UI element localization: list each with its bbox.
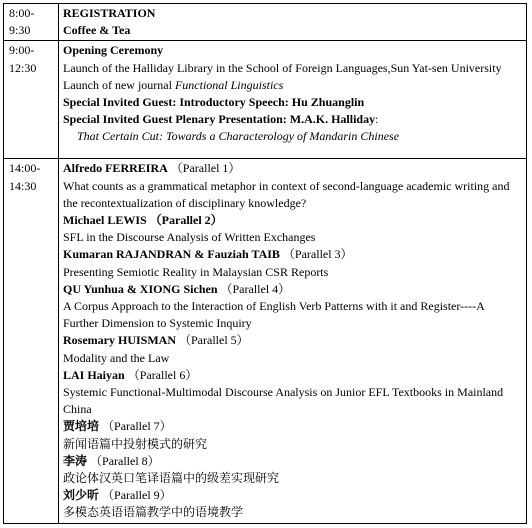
schedule-row xyxy=(4,41,527,159)
session-line xyxy=(63,350,522,367)
line-text: 刘少昕 xyxy=(63,488,100,503)
line-text: Modality and the Law xyxy=(63,350,170,365)
line-tail: （Parallel 1） xyxy=(167,161,241,176)
session-line xyxy=(63,246,522,263)
session-cell xyxy=(59,4,527,41)
session-line xyxy=(63,212,522,229)
session-line xyxy=(63,5,522,22)
session-line xyxy=(63,367,522,384)
session-line xyxy=(63,384,522,418)
session-line xyxy=(63,453,522,470)
session-line xyxy=(63,436,522,453)
time-text: 14:30 xyxy=(9,178,37,193)
time-cell xyxy=(4,41,59,159)
session-line xyxy=(63,470,522,487)
line-text: Presenting Semiotic Reality in Malaysian CSR Reports xyxy=(63,264,329,279)
line-text: Coffee & Tea xyxy=(63,23,131,38)
session-line xyxy=(63,229,522,246)
session-line xyxy=(63,504,522,521)
time-cell xyxy=(4,4,59,41)
time-text: 12:30 xyxy=(9,60,37,75)
session-line xyxy=(63,42,522,59)
time-cell xyxy=(4,159,59,523)
session-line xyxy=(63,332,522,349)
session-cell xyxy=(59,159,527,523)
line-tail: （Parallel 3） xyxy=(279,247,353,262)
session-line xyxy=(63,487,522,504)
session-cell xyxy=(59,41,527,159)
session-line xyxy=(63,22,522,39)
line-tail: Functional Linguistics xyxy=(174,77,284,92)
session-line xyxy=(63,178,522,212)
line-text: 贾培培 xyxy=(63,419,100,434)
line-text: Launch of new journal xyxy=(63,77,175,92)
line-tail: （Parallel 9） xyxy=(99,488,172,503)
line-text: Michael LEWIS xyxy=(63,213,147,228)
line-text: 政论体汉英口笔译语篇中的级差实现研究 xyxy=(63,471,280,486)
schedule-table xyxy=(3,3,527,524)
schedule-row xyxy=(4,4,527,41)
session-line xyxy=(63,128,522,145)
line-tail: （Parallel 6） xyxy=(124,367,198,382)
line-text: Opening Ceremony xyxy=(63,43,164,58)
session-line xyxy=(63,298,522,332)
line-text: A Corpus Approach to the Interaction of English Verb Patterns with it and Register----A Further Dimension to Systemic Inquiry xyxy=(63,299,485,331)
line-text: 新闻语篇中投射模式的研究 xyxy=(63,436,208,451)
line-tail: （Parallel 5） xyxy=(176,333,249,348)
line-text: QU Yunhua & XIONG Sichen xyxy=(63,281,218,296)
line-text: Systemic Functional-Multimodal Discourse Analysis on Junior EFL Textbooks in Mainland China xyxy=(63,385,504,417)
line-text: What counts as a grammatical metaphor in context of second-language academic writing and the recontextualization of disciplinary knowledge? xyxy=(63,178,510,210)
schedule-row xyxy=(4,159,527,523)
line-tail: : xyxy=(375,112,379,127)
line-tail: （Parallel 2） xyxy=(146,213,223,228)
line-text: REGISTRATION xyxy=(63,6,156,20)
session-line xyxy=(63,60,522,77)
session-line xyxy=(63,94,522,111)
line-tail: （Parallel 7） xyxy=(99,419,172,434)
line-text: That Certain Cut: Towards a Characterology of Mandarin Chinese xyxy=(77,129,400,144)
session-line xyxy=(63,264,522,281)
time-text: 9:30 xyxy=(9,23,31,38)
session-line xyxy=(63,418,522,435)
line-text: Rosemary HUISMAN xyxy=(63,333,176,348)
line-text: 多模态英语语篇教学中的语境教学 xyxy=(63,505,244,520)
line-text: Special Invited Guest: Introductory Speech: Hu Zhuanglin xyxy=(63,95,365,110)
line-text: SFL in the Discourse Analysis of Written Exchanges xyxy=(63,230,316,245)
time-text: 14:00- xyxy=(9,161,41,176)
line-tail: （Parallel 8） xyxy=(87,453,160,468)
session-line xyxy=(63,160,522,177)
line-text: 李涛 xyxy=(63,453,88,468)
line-tail: （Parallel 4） xyxy=(217,281,291,296)
session-line xyxy=(63,77,522,94)
line-text: Launch of the Halliday Library in the School of Foreign Languages,Sun Yat-sen University xyxy=(63,60,502,75)
time-text: 9:00- xyxy=(9,43,35,58)
line-text: LAI Haiyan xyxy=(63,367,125,382)
line-text: Alfredo FERREIRA xyxy=(63,161,168,176)
session-line xyxy=(63,111,522,128)
time-text: 8:00- xyxy=(9,6,35,20)
line-text: Special Invited Guest Plenary Presentation: M.A.K. Halliday xyxy=(63,112,376,127)
line-text: Kumaran RAJANDRAN & Fauziah TAIB xyxy=(63,247,280,262)
session-line xyxy=(63,281,522,298)
